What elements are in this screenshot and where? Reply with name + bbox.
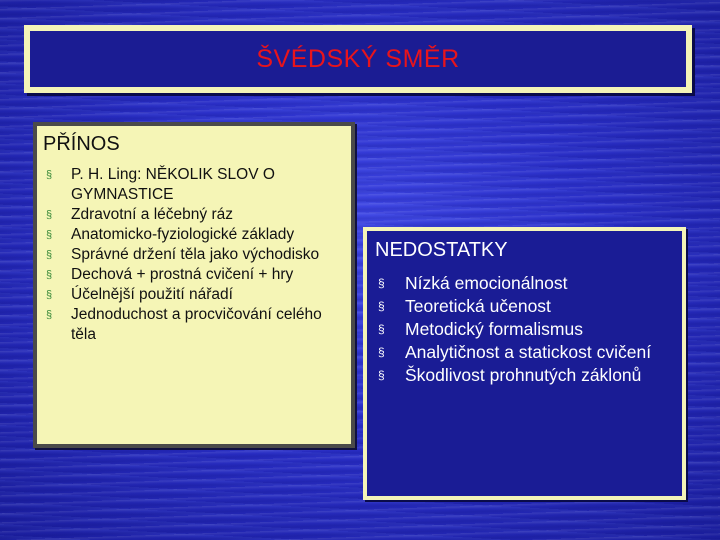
bullet-icon: § [46, 169, 53, 181]
bullet-icon: § [378, 345, 385, 359]
benefits-heading: PŘÍNOS [43, 133, 120, 155]
bullet-icon: § [378, 299, 385, 313]
list-item [375, 364, 676, 387]
list-item [43, 305, 345, 345]
title-frame [24, 25, 692, 93]
bullet-icon: § [378, 368, 385, 382]
list-item [43, 205, 345, 225]
list-item-text: Teoretická učenost [405, 296, 551, 316]
slide-title: ŠVÉDSKÝ SMĚR [256, 44, 460, 73]
list-item-text: P. H. Ling: NĚKOLIK SLOV O GYMNASTICE [71, 166, 275, 203]
list-item-text: Správné držení těla jako východisko [71, 246, 320, 263]
list-item [375, 318, 676, 341]
list-item [43, 245, 345, 265]
list-item-text: Nízká emocionálnost [405, 273, 568, 293]
bullet-icon: § [46, 229, 53, 241]
bullet-icon: § [378, 322, 385, 336]
drawbacks-list [375, 272, 676, 387]
benefits-panel [33, 122, 355, 448]
list-item [43, 285, 345, 305]
drawbacks-heading: NEDOSTATKY [375, 239, 508, 261]
list-item [43, 225, 345, 245]
list-item-text: Dechová + prostná cvičení + hry [71, 266, 294, 283]
bullet-icon: § [378, 276, 385, 290]
bullet-icon: § [46, 289, 53, 301]
bullet-icon: § [46, 209, 53, 221]
list-item [43, 265, 345, 285]
list-item [43, 165, 345, 205]
bullet-icon: § [46, 309, 53, 321]
list-item-text: Zdravotní a léčebný ráz [71, 206, 233, 223]
list-item [375, 295, 676, 318]
list-item [375, 341, 676, 364]
list-item-text: Škodlivost prohnutých záklonů [405, 365, 642, 385]
drawbacks-panel [363, 227, 686, 500]
bullet-icon: § [46, 249, 53, 261]
list-item-text: Metodický formalismus [405, 319, 583, 339]
list-item [375, 272, 676, 295]
bullet-icon: § [46, 269, 53, 281]
list-item-text: Účelnější použití nářadí [71, 286, 233, 303]
list-item-text: Jednoduchost a procvičování celého těla [71, 306, 322, 343]
list-item-text: Analytičnost a statickost cvičení [405, 342, 652, 362]
list-item-text: Anatomicko-fyziologické základy [71, 226, 295, 243]
benefits-list [43, 165, 345, 345]
